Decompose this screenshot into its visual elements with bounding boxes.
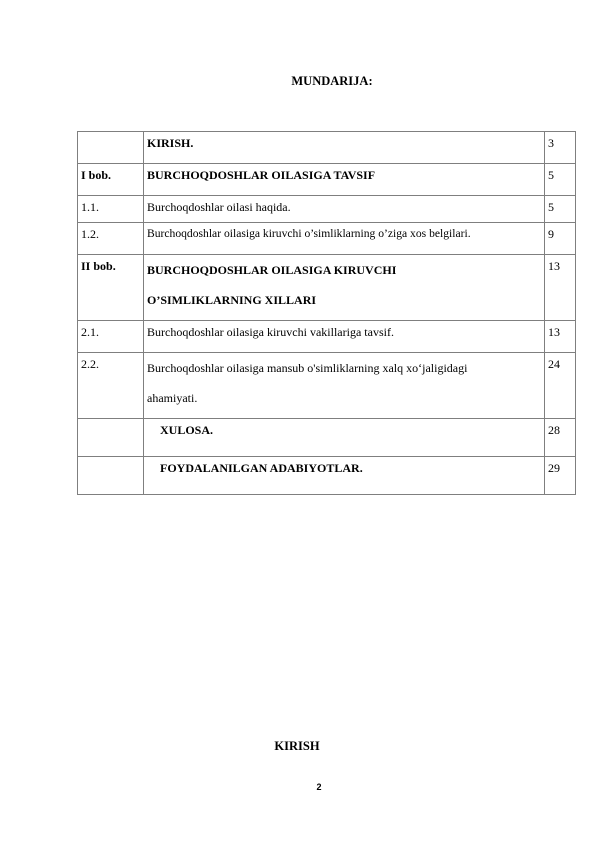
toc-entry-title bbox=[144, 255, 545, 321]
table-row bbox=[78, 164, 576, 196]
toc-entry-title: Burchoqdoshlar oilasiga kiruvchi o’simliklarning o’ziga xos belgilari. bbox=[144, 223, 545, 255]
toc-page-number: 3 bbox=[545, 132, 576, 164]
toc-entry-title: XULOSA. bbox=[144, 419, 545, 457]
section-heading: KIRISH bbox=[274, 739, 320, 753]
toc-entry-title-line: Burchoqdoshlar oilasiga mansub o'simliklarning xalq xo‘jaligidagi bbox=[147, 361, 468, 375]
table-row bbox=[78, 223, 576, 255]
toc-section-number: I bob. bbox=[78, 164, 144, 196]
toc-page-number: 5 bbox=[545, 164, 576, 196]
page-title: MUNDARIJA: bbox=[291, 74, 373, 88]
toc-page-number: 5 bbox=[545, 196, 576, 223]
toc-section-number: II bob. bbox=[78, 255, 144, 321]
table-row bbox=[78, 353, 576, 419]
toc-entry-title bbox=[144, 353, 545, 419]
toc-entry-title: Burchoqdoshlar oilasi haqida. bbox=[144, 196, 545, 223]
table-row bbox=[78, 321, 576, 353]
toc-entry-title: BURCHOQDOSHLAR OILASIGA TAVSIF bbox=[144, 164, 545, 196]
toc-entry-title: FOYDALANILGAN ADABIYOTLAR. bbox=[144, 457, 545, 495]
toc-entry-title-line: BURCHOQDOSHLAR OILASIGA KIRUVCHI bbox=[147, 263, 397, 277]
toc-section-number: 1.1. bbox=[78, 196, 144, 223]
toc-section-number: 2.2. bbox=[78, 353, 144, 419]
table-row bbox=[78, 255, 576, 321]
toc-section-number: 2.1. bbox=[78, 321, 144, 353]
table-row bbox=[78, 457, 576, 495]
toc-section-number bbox=[78, 132, 144, 164]
table-of-contents bbox=[77, 131, 576, 495]
toc-page-number: 9 bbox=[545, 223, 576, 255]
toc-page-number: 13 bbox=[545, 321, 576, 353]
table-row bbox=[78, 132, 576, 164]
toc-page-number: 13 bbox=[545, 255, 576, 321]
toc-section-number: 1.2. bbox=[78, 223, 144, 255]
toc-entry-title-line: O’SIMLIKLARNING XILLARI bbox=[147, 293, 317, 307]
table-row bbox=[78, 196, 576, 223]
toc-entry-title-line: ahamiyati. bbox=[147, 391, 198, 405]
toc-entry-title: KIRISH. bbox=[144, 132, 545, 164]
toc-page-number: 28 bbox=[545, 419, 576, 457]
table-row bbox=[78, 419, 576, 457]
toc-page-number: 29 bbox=[545, 457, 576, 495]
toc-entry-title: Burchoqdoshlar oilasiga kiruvchi vakillariga tavsif. bbox=[144, 321, 545, 353]
toc-section-number bbox=[78, 419, 144, 457]
page-number: 2 bbox=[316, 782, 322, 792]
toc-section-number bbox=[78, 457, 144, 495]
toc-page-number: 24 bbox=[545, 353, 576, 419]
